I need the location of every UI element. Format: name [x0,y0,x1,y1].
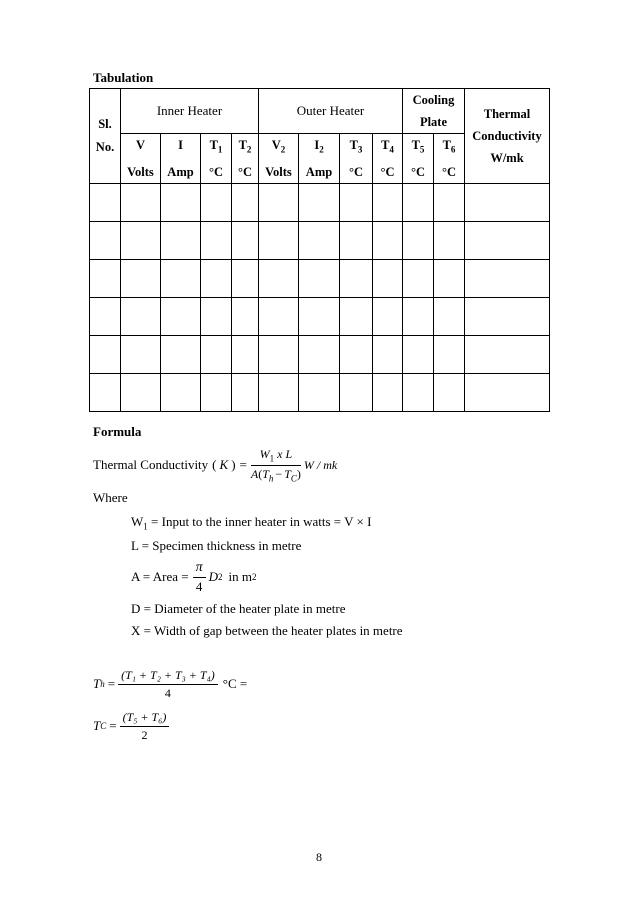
table-cell [434,373,465,411]
table-cell [161,183,201,221]
table-cell [90,183,121,221]
table-cell [232,221,259,259]
table-cell [465,221,550,259]
table-cell [121,335,161,373]
col-header-t5: $T_5$ °C [403,134,434,184]
table-cell [434,335,465,373]
table-cell [465,297,550,335]
table-cell [232,183,259,221]
table-cell [121,259,161,297]
table-cell [465,373,550,411]
page-number: 8 [316,850,322,864]
table-cell [90,335,121,373]
plate-label: Plate [419,115,448,129]
w1-definition: $W_1$ = Input to the inner heater in watts = V × I [131,514,372,532]
table-cell [259,221,299,259]
table-row [90,373,550,411]
table-cell [465,259,550,297]
table-cell [373,221,403,259]
col-header-t1: $T_1$ °C [201,134,232,184]
table-cell [434,297,465,335]
inner-heater-header: Inner Heater [121,89,259,134]
table-cell [90,373,121,411]
table-cell [340,335,373,373]
table-cell [373,183,403,221]
table-cell [403,297,434,335]
table-cell [90,297,121,335]
table-cell [299,297,340,335]
thermal-conductivity-formula: Thermal Conductivity ( K ) = $\frac{W_1 x L}{A(T_h - T_C)}$ W / mk [93,447,338,483]
table-row [90,335,550,373]
table-cell [259,297,299,335]
col-header-v: V Volts [121,134,161,184]
table-cell [90,221,121,259]
tc-unit: W / mk [303,457,338,472]
no-label: No. [95,139,115,154]
tc-formula: T C = $\frac{\text{(T₅ + T₆)}}{2}$ [93,707,169,745]
header-row-1 [90,89,550,134]
formula-heading: Formula [93,424,142,439]
table-cell [403,221,434,259]
table-cell [90,259,121,297]
table-cell [232,373,259,411]
table-cell [465,335,550,373]
col-header-t4: $T_4$ °C [373,134,403,184]
table-cell [259,259,299,297]
table-cell [340,373,373,411]
table-cell [201,221,232,259]
wmk-label: W/mk [490,150,524,165]
table-cell [299,335,340,373]
table-cell [373,259,403,297]
tc-label: Thermal Conductivity [93,457,209,472]
where-label: Where [93,490,128,505]
cooling-label: Cooling [412,93,455,107]
table-cell [201,373,232,411]
table-cell [161,259,201,297]
table-cell [340,183,373,221]
table-row [90,221,550,259]
tabulation-table [89,88,550,412]
table-cell [259,373,299,411]
table-cell [373,335,403,373]
sl-label: Sl. [98,116,112,131]
pi-symbol: π [193,560,206,578]
table-cell [340,259,373,297]
table-cell [201,297,232,335]
table-cell [121,221,161,259]
data-rows [90,183,550,411]
table-cell [201,259,232,297]
table-cell [299,373,340,411]
table-cell [259,183,299,221]
outer-heater-header: Outer Heater [259,89,403,134]
table-cell [121,297,161,335]
col-header-i2: $I_2$ Amp [299,134,340,184]
table-cell [201,335,232,373]
col-header-t3: $T_3$ °C [340,134,373,184]
tabulation-heading: Tabulation [93,70,154,85]
table-cell [299,183,340,221]
table-cell [465,183,550,221]
table-cell [161,221,201,259]
col-header-t6: $T_6$ °C [434,134,465,184]
thermal-label: Thermal [483,106,531,121]
table-cell [403,335,434,373]
table-cell [232,297,259,335]
table-cell [232,335,259,373]
tc-fraction: $\frac{W_1 x L}{A(T_h - T_C)}$ [250,447,301,483]
d-definition: D = Diameter of the heater plate in metre [131,601,346,616]
table-cell [373,297,403,335]
table-cell [259,335,299,373]
table-cell [403,183,434,221]
table-cell [121,183,161,221]
table-cell [161,297,201,335]
a-definition: A = Area = $\frac{\pi}{4}$ D 2 in m 2 [131,559,257,594]
conductivity-label: Conductivity [472,128,542,143]
x-definition: X = Width of gap between the heater plates in metre [131,623,403,638]
l-definition: L = Specimen thickness in metre [131,538,302,553]
col-header-v2: $V_2$ Volts [259,134,299,184]
table-cell [340,221,373,259]
cooling-plate-header [403,89,465,134]
table-row [90,183,550,221]
table-row [90,297,550,335]
table-cell [299,221,340,259]
table-cell [434,183,465,221]
table-cell [299,259,340,297]
table-cell [121,373,161,411]
table-cell [403,373,434,411]
table-cell [434,221,465,259]
tc-lhs: K [219,457,229,472]
table-cell [161,335,201,373]
col-header-i: I Amp [161,134,201,184]
table-row [90,259,550,297]
table-cell [232,259,259,297]
table-cell [434,259,465,297]
table-cell [161,373,201,411]
table-cell [373,373,403,411]
th-formula: T h = $\frac{\text{(T₁ + T₂ + T₃ + T₄)}}{4}$ °C = [93,667,248,700]
thermal-conductivity-header [465,89,550,184]
col-header-t2: $T_2$ °C [232,134,259,184]
table-cell [403,259,434,297]
sl-no-header [90,89,121,184]
table-cell [201,183,232,221]
table-cell [340,297,373,335]
